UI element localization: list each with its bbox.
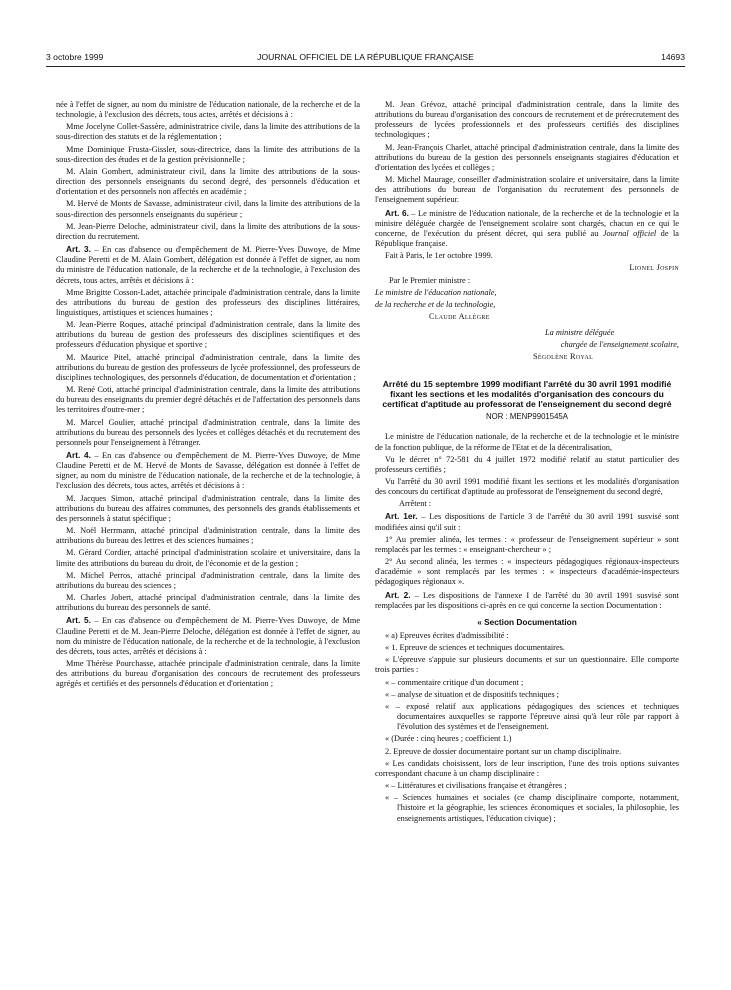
article-5 — [56, 615, 360, 657]
paragraph: Mme Brigitte Cosson-Ladet, attachée principale d'administration centrale, dans la limite des attributions du bureau de gestion des professeurs des disciplines littéraires, linguistiques, artistiques et sciences humaines ; — [56, 287, 360, 317]
paragraph: Mme Dominique Frusta-Gissler, sous-directrice, dans la limite des attributions de la sous-direction des études et de la gestion prévisionnelle ; — [56, 144, 360, 164]
section-title: « Section Documentation — [477, 616, 577, 627]
paragraph: 2° Au second alinéa, les termes : « inspecteurs pédagogiques régionaux-inspecteurs d'académie » sont remplacés par les termes : « inspecteurs d'académie-inspecteurs pédagogiques régionaux ». — [375, 557, 679, 587]
paragraph: M. Gérard Cordier, attaché principal d'administration scolaire et universitaire, dans la limite des attributions du bureau du droit, de l'économie et de la gestion ; — [56, 548, 360, 568]
article-text: – Les dispositions de l'annexe I de l'arrêté du 30 avril 1991 susvisé sont remplacées par les dispositions ci-après en ce qui concerne la section Documentation : — [375, 590, 679, 610]
delegate-name: Ségolène Royal — [533, 352, 594, 362]
paragraph: M. Marcel Goulier, attaché principal d'administration centrale, dans la limite des attributions du bureau des personnels des lycées et collèges détachés et du recrutement des personnels pour l'enseignement à l'étranger. — [56, 417, 360, 447]
paragraph: « 1. Epreuve de sciences et techniques documentaires. — [385, 643, 565, 653]
prime-minister-name: Lionel Jospin — [629, 263, 679, 273]
paragraph: « (Durée : cinq heures ; coefficient 1.) — [385, 734, 512, 744]
paragraph: M. Michel Maurage, conseiller d'administration scolaire et universitaire, dans la limite des attributions du bureau de l'organisation du recrutement des personnels de l'enseignement supérieur. — [375, 175, 679, 205]
header-page-number: 14693 — [661, 52, 685, 62]
article-6 — [375, 208, 679, 250]
delegate-title-line-2: chargée de l'enseignement scolaire, — [560, 340, 679, 350]
list-item: « – commentaire critique d'un document ; — [385, 677, 524, 687]
paragraph: M. Alain Gombert, administrateur civil, dans la limite des attributions de la sous-direction des personnels enseignants du second degré, des personnels d'éducation et d'orientation et des personnels non affectés en académie ; — [56, 166, 360, 197]
place-date: Fait à Paris, le 1er octobre 1999. — [385, 251, 493, 261]
article-label: Art. 5. — [66, 615, 91, 626]
paragraph: M. Hervé de Monts de Savasse, administrateur civil, dans la limite des attributions de la sous-direction des personnels enseignants du supérieur ; — [56, 199, 360, 219]
article-label: Art. 3. — [66, 244, 91, 255]
header-date: 3 octobre 1999 — [46, 52, 104, 62]
paragraph: M. Charles Jobert, attaché principal d'administration centrale, dans la limite des attributions du bureau des personnels de santé. — [56, 593, 360, 613]
page-header — [46, 52, 685, 66]
paragraph: Vu le décret n° 72-581 du 4 juillet 1972 modifié relatif au statut particulier des professeurs certifiés ; — [375, 454, 679, 474]
article-3 — [56, 244, 360, 286]
paragraph: M. Jean-François Charlet, attaché principal d'administration centrale, dans la limite des attributions du bureau de la gestion des personnels enseignants stagiaires d'éducation et d'orientation des lycées et collèges ; — [375, 142, 679, 172]
article-1 — [375, 511, 679, 532]
article-text: – En cas d'absence ou d'empêchement de M. Pierre-Yves Duwoye, de Mme Claudine Peretti et de M. Hervé de Monts de Savasse, délégation est donnée à l'effet de signer, au nom du ministre de l'éducation nationale, de la recherche et de la technologie, à l'exclusion des décrets, tous actes, arrêtés et décisions à : — [56, 451, 361, 491]
paragraph: M. Jean-Pierre Deloche, administrateur civil, dans la limite des attributions de la sous-direction du recrutement. — [56, 221, 360, 241]
paragraph: Vu l'arrêté du 30 avril 1991 modifié fixant les sections et les modalités d'organisation des concours du certificat d'aptitude au professorat de l'enseignement du second degré, — [375, 476, 679, 497]
article-label: Art. 6. — [385, 207, 409, 218]
paragraph: M. Jean Grévoz, attaché principal d'administration centrale, dans la limite des attributions du bureau d'organisation des concours de recrutement et de prérecrutement des professeurs de lycées professionnels et des professeurs certifiés des disciplines technologiques ; — [375, 100, 679, 140]
left-column — [56, 100, 360, 691]
signature-block — [375, 251, 679, 362]
paragraph: 2. Epreuve de dossier documentaire portant sur un champ disciplinaire. — [385, 746, 622, 756]
article-text-end: de la République française. — [375, 228, 679, 249]
by-prime-minister: Par le Premier ministre : — [389, 275, 471, 285]
minister-name: Claude Allègre — [429, 311, 490, 321]
list-item: « – Littératures et civilisations française et étrangères ; — [385, 781, 567, 791]
article-label: Art. 1er. — [385, 511, 418, 522]
arretent: Arrêtent : — [399, 499, 432, 509]
article-text: – Le ministre de l'éducation nationale, de la recherche et de la technologie et la ministre déléguée chargée de l'enseignement scolaire sont chargés, chacun en ce qui le concerne, de l'exécution du présent décret, qui sera publié au — [375, 208, 679, 238]
paragraph: M. René Coti, attaché principal d'administration centrale, dans la limite des attributions du bureau des enseignants du premier degré détachés et de l'affectation des personnels dans les territoires d'outre-mer ; — [56, 385, 360, 415]
paragraph: « Les candidats choisissent, lors de leur inscription, l'une des trois options suivantes correspondant chacune à un champ disciplinaire : — [375, 758, 679, 778]
minister-title-line-2: de la recherche et de la technologie, — [375, 299, 496, 309]
paragraph: « a) Epreuves écrites d'admissibilité : — [385, 631, 509, 641]
paragraph: M. Jean-Pierre Roques, attaché principal d'administration centrale, dans la limite des attributions du bureau de gestion des professeurs des disciplines scientifiques et des professeurs d'éducation physique et sportive ; — [56, 320, 360, 350]
article-text: – En cas d'absence ou d'empêchement de M. Pierre-Yves Duwoye, de Mme Claudine Peretti et de M. Jean-Pierre Deloche, délégation est donnée à l'effet de signer, au nom du ministre de l'éducation nationale, de la recherche et de la technologie, à l'exclusion des décrets, tous actes, arrêtés et décisions à : — [56, 616, 361, 656]
minister-title-line-1: Le ministre de l'éducation nationale, — [375, 287, 497, 297]
paragraph: M. Maurice Pitel, attaché principal d'administration centrale, dans la limite des attributions du bureau de gestion des professeurs de lycée professionnel, des professeurs de disciplines technologiques, des personnels d'éducation, de documentation et d'orientation ; — [56, 352, 360, 382]
journal-name: Journal officiel — [602, 228, 657, 238]
header-journal-title: JOURNAL OFFICIEL DE LA RÉPUBLIQUE FRANÇAISE — [257, 52, 474, 62]
paragraph: née à l'effet de signer, au nom du ministre de l'éducation nationale, de la recherche et de la technologie, à l'exclusion des décrets, tous actes, arrêtés et décisions à : — [56, 100, 360, 120]
paragraph: Le ministre de l'éducation nationale, de la recherche et de la technologie et le ministre de la fonction publique, de la réforme de l'Etat et de la décentralisation, — [375, 432, 679, 452]
right-column — [375, 100, 679, 826]
nor-reference: NOR : MENP9901545A — [486, 412, 568, 422]
article-4 — [56, 450, 360, 492]
paragraph: Mme Jocelyne Collet-Sassère, administratrice civile, dans la limite des attributions de la sous-direction des statuts et de la réglementation ; — [56, 122, 360, 142]
article-text: – Les dispositions de l'article 3 de l'arrêté du 30 avril 1991 susvisé sont modifiées ainsi qu'il suit : — [375, 512, 679, 532]
article-text: – En cas d'absence ou d'empêchement de M. Pierre-Yves Duwoye, de Mme Claudine Peretti et de M. Alain Gombert, délégation est donnée à l'effet de signer, au nom du ministre de l'éducation nationale, de la recherche et de la technologie, à l'exclusion des décrets, tous actes, arrêtés et décisions à : — [56, 245, 361, 285]
list-item: « – Sciences humaines et sociales (ce champ disciplinaire comporte, notamment, l'histoire et la géographie, les sciences économiques et sociales, la philosophie, les enseignements artistiques, l'éducation civique) ; — [385, 793, 679, 823]
decree-title: Arrêté du 15 septembre 1999 modifiant l'arrêté du 30 avril 1991 modifié fixant les sections et les modalités d'organisation des concours du certificat d'aptitude au professorat de l'enseignement du second degré — [382, 378, 672, 409]
header-rule — [46, 66, 685, 67]
article-2 — [375, 590, 679, 611]
article-label: Art. 4. — [66, 450, 91, 460]
list-item: « – exposé relatif aux applications pédagogiques des sciences et techniques documentaires auxquelles se rapporte l'épreuve ainsi qu'à leur rôle par rapport à l'évolution des systèmes et de l'enseignement. — [385, 701, 679, 732]
paragraph: 1° Au premier alinéa, les termes : « professeur de l'enseignement supérieur » sont remplacés par les termes : « enseignant-chercheur » ; — [375, 534, 679, 554]
paragraph: M. Noël Herrmann, attaché principal d'administration centrale, dans la limite des attributions du bureau des lettres et des sciences humaines ; — [56, 526, 360, 546]
article-label: Art. 2. — [385, 589, 411, 600]
paragraph: M. Jacques Simon, attaché principal d'administration centrale, dans la limite des attributions du bureau des affaires communes, des personnels des grands établissements et des personnels à statut spécifique ; — [56, 493, 360, 523]
paragraph: « L'épreuve s'appuie sur plusieurs documents et sur un questionnaire. Elle comporte trois parties : — [375, 655, 679, 675]
paragraph: Mme Thérèse Pourchasse, attachée principale d'administration centrale, dans la limite des attributions du bureau d'organisation des concours de recrutement des professeurs agrégés et certifiés et des personnels d'éducation et d'orientation ; — [56, 658, 360, 689]
list-item: « – analyse de situation et de dispositifs techniques ; — [385, 689, 559, 699]
delegate-title-line-1: La ministre déléguée — [545, 328, 615, 338]
paragraph: M. Michel Perros, attaché principal d'administration centrale, dans la limite des attributions du bureau des sciences ; — [56, 570, 360, 590]
